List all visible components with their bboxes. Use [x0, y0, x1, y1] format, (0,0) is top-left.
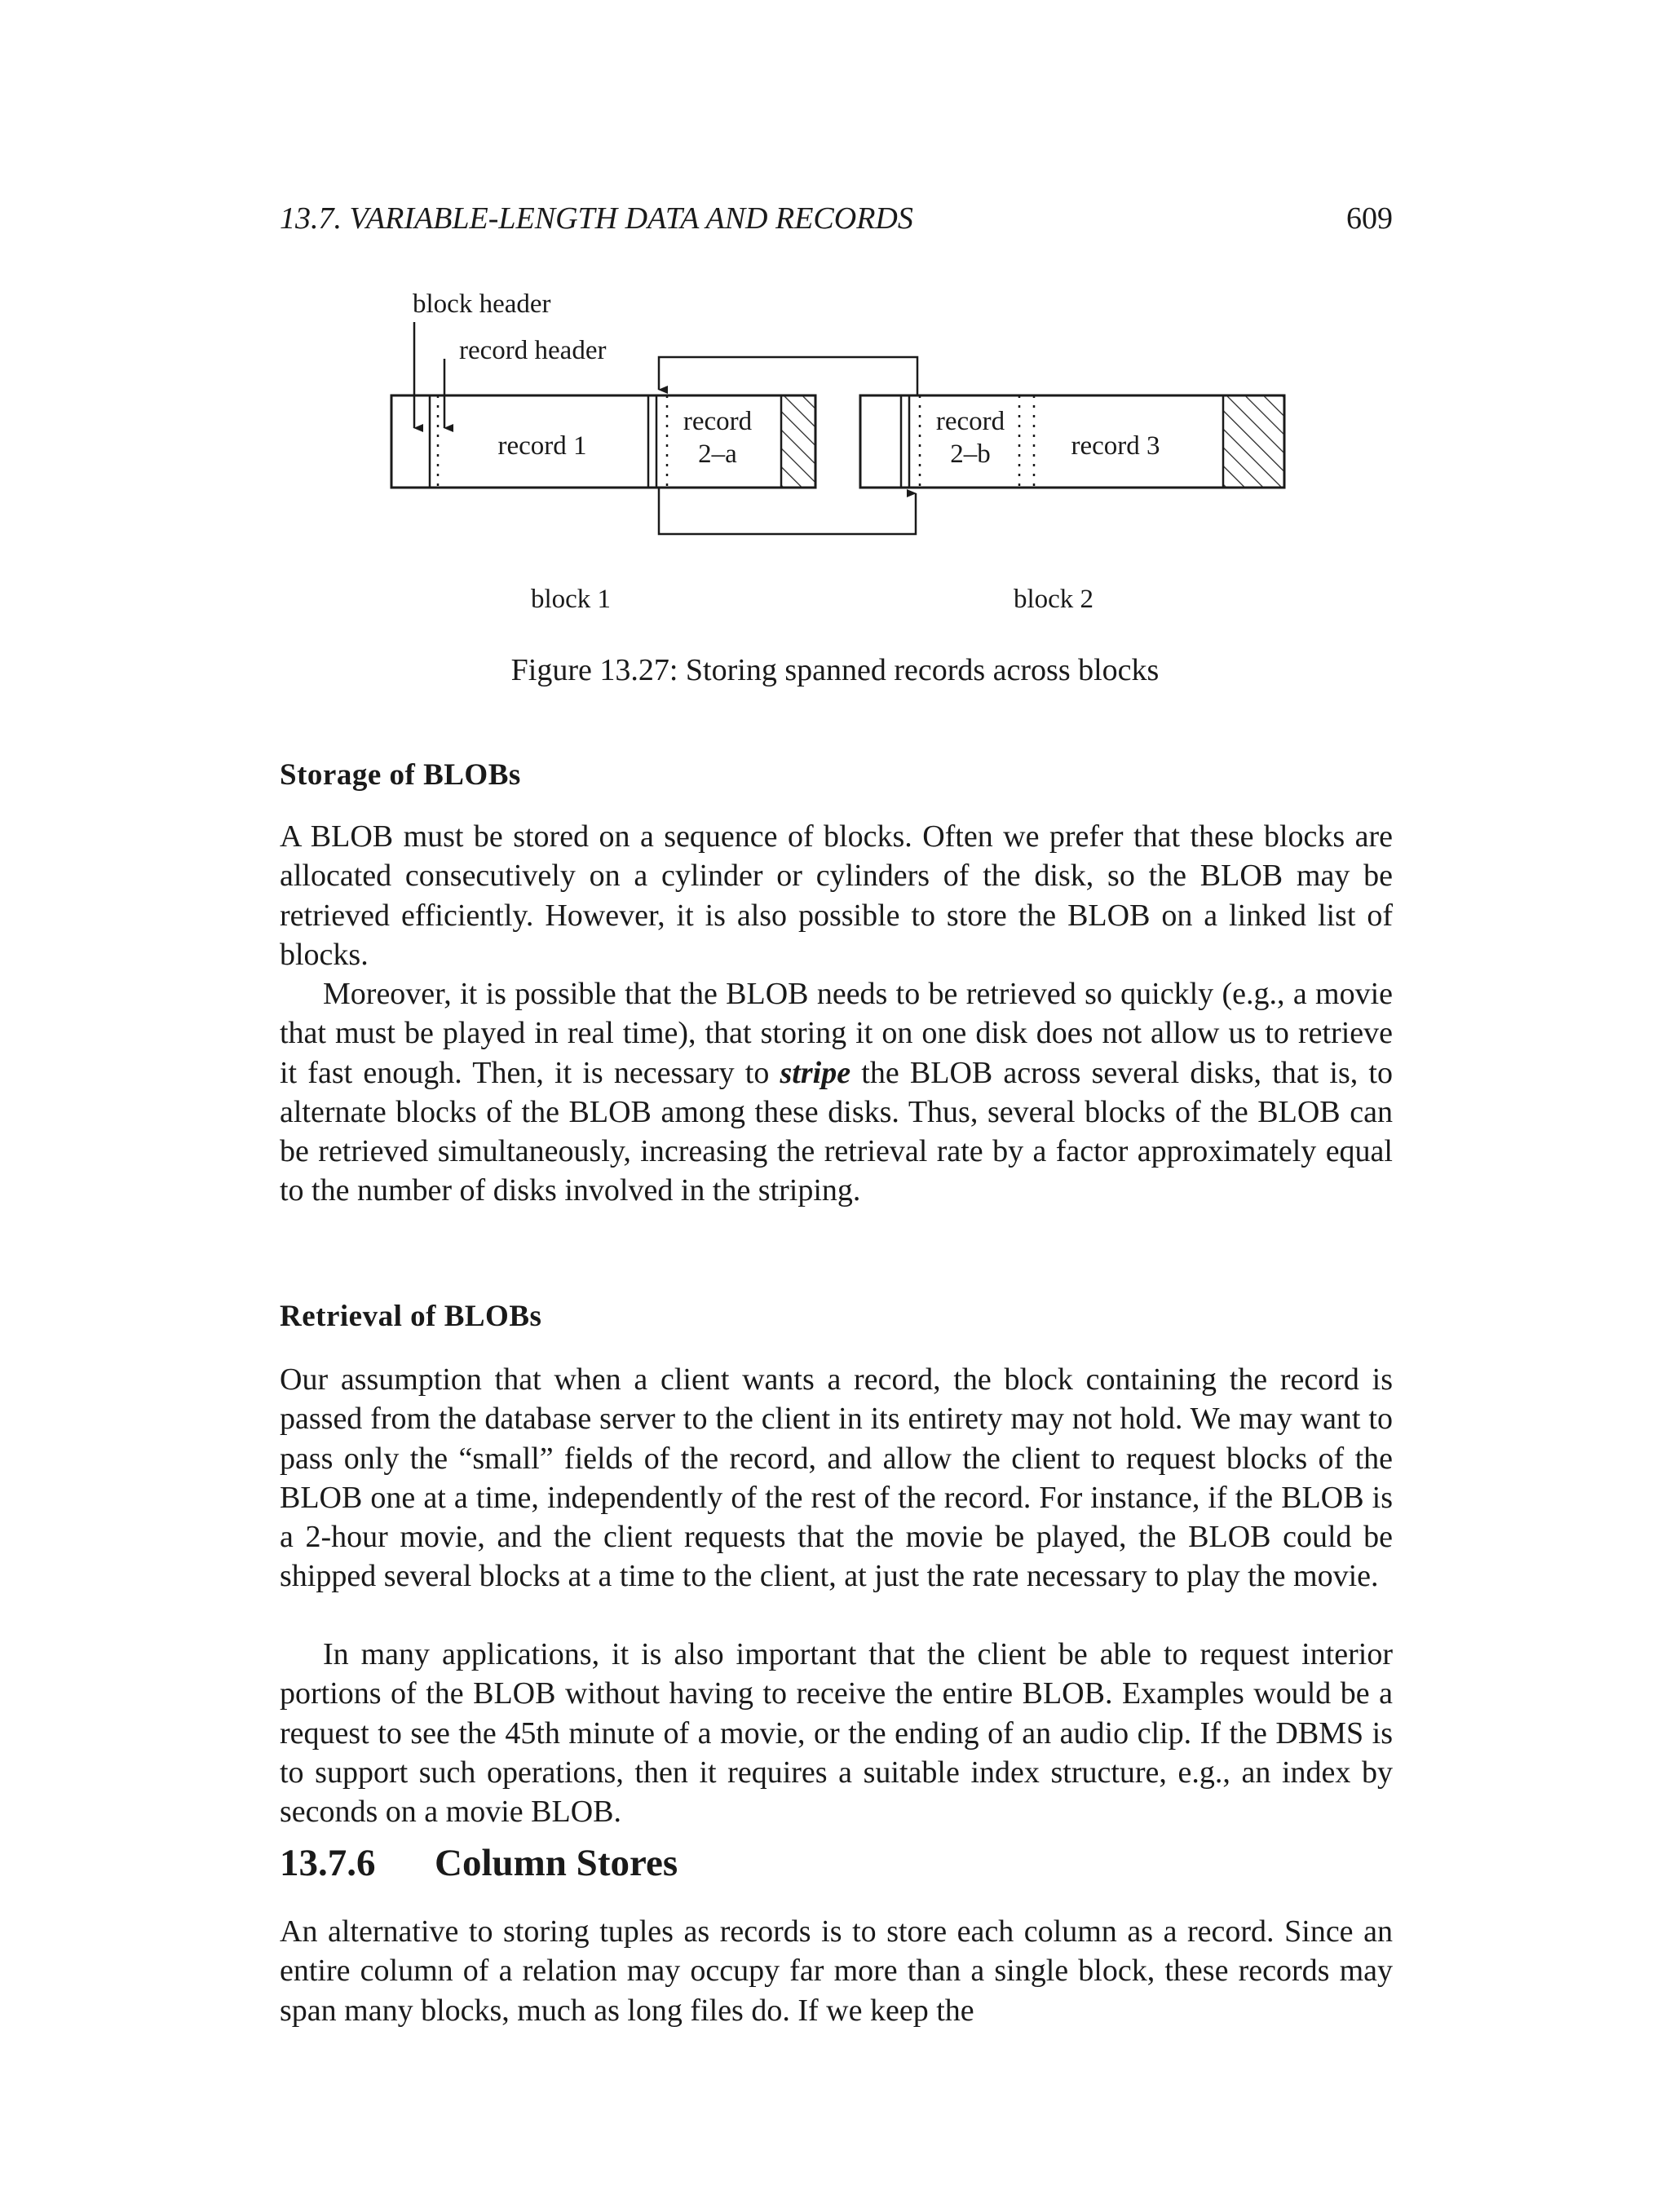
storage-paragraph-2	[280, 974, 1393, 1211]
retrieval-paragraph-1: Our assumption that when a client wants a record, the block containing the record is passed from the database server to the client in its entirety may not hold. We may want to pass only the “small” fields of the record, and allow the client to request blocks of the BLOB one at a time, independently of the rest of the record. For instance, if the BLOB is a 2-hour movie, and the client requests that the movie be played, the BLOB could be shipped several blocks at a time to the client, at just the rate necessary to play the movie.	[280, 1362, 1393, 1594]
column-stores-heading	[280, 1841, 678, 1885]
retrieval-paragraph-2: In many applications, it is also important that the client be able to request interior portions of the BLOB without having to receive the entire BLOB. Examples would be a request to see the 45th minute of a movie, or the ending of an audio clip. If the DBMS is to support such operations, then it requires a suitable index structure, e.g., an index by seconds on a movie BLOB.	[280, 1637, 1393, 1830]
record-1-label: record 1	[497, 431, 587, 461]
section-title: 13.7. VARIABLE-LENGTH DATA AND RECORDS	[280, 201, 913, 236]
figure-caption: Figure 13.27: Storing spanned records across blocks	[510, 653, 1160, 687]
block-2-label: block 2	[1013, 585, 1094, 614]
block-1-unused-space	[781, 395, 815, 488]
record-2b-label-line1: record	[935, 407, 1005, 436]
spanned-records-figure	[0, 0, 1670, 717]
block-header-label: block header	[413, 289, 551, 319]
storage-paragraph-1: A BLOB must be stored on a sequence of blocks. Often we prefer that these blocks are allocated consecutively on a cylinder or cylinders of the disk, so the BLOB may be retrieved efficiently. However, it is also possible to store the BLOB on a linked list of blocks.	[280, 819, 1393, 972]
section-number: 13.7.6	[280, 1842, 376, 1884]
block-2-unused-space	[1223, 395, 1284, 488]
section-title-column-stores: Column Stores	[435, 1842, 678, 1884]
record-3-label: record 3	[1071, 431, 1160, 461]
storage-p2-before: Moreover, it is possible that the BLOB needs to be retrieved so quickly (e.g., a movie that must be played in real time), that storing it on one disk does not allow us to retrieve it fast enough. Then, it is necessary to	[280, 977, 1393, 1090]
storage-p2-after: the BLOB across several disks, that is, to alternate blocks of the BLOB among these disks. Thus, several blocks of the BLOB can be retrieved simultaneously, increasing the retrieval rate by a factor approximately equal to the number of disks involved in the striping.	[280, 1055, 1393, 1208]
block-1-label: block 1	[530, 585, 612, 614]
stripe-term: stripe	[780, 1055, 851, 1090]
record-header-label: record header	[459, 336, 607, 365]
record-2a-label-line1: record	[683, 407, 753, 436]
retrieval-heading: Retrieval of BLOBs	[280, 1300, 542, 1333]
storage-heading: Storage of BLOBs	[280, 758, 521, 792]
column-stores-paragraph-1: An alternative to storing tuples as records is to store each column as a record. Since an entire column of a relation may occupy far more than a single block, these records may span many blocks, much as long files do. If we keep the	[280, 1914, 1393, 2028]
record-2b-label-line2: 2–b	[950, 439, 991, 469]
page-number: 609	[1346, 201, 1393, 236]
record-2a-label-line2: 2–a	[698, 439, 737, 469]
